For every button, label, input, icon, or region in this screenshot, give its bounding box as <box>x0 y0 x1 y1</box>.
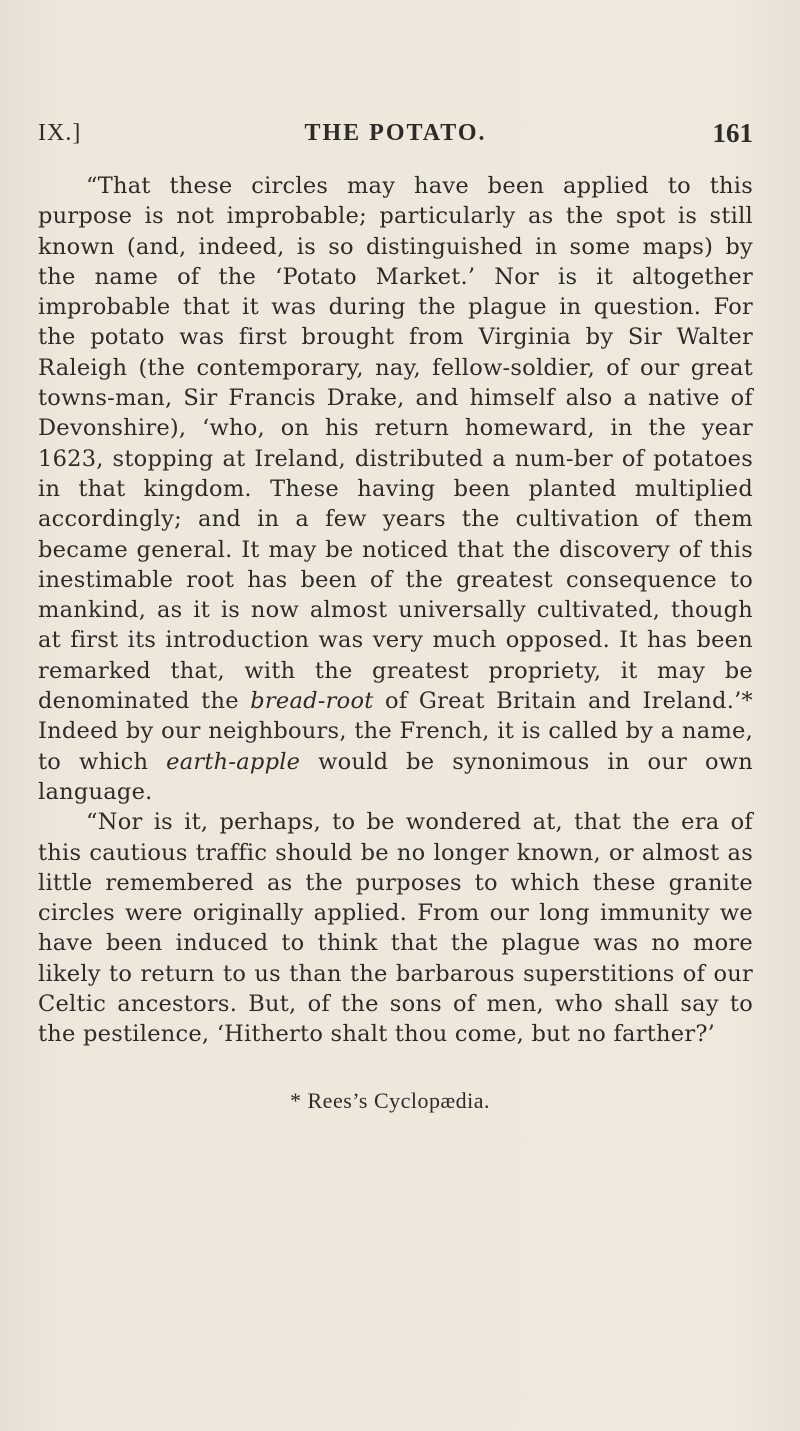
italic-bread-root: bread-root <box>250 688 374 715</box>
paragraph-1-text-a: “That these circles may have been applied to this purpose is not improbable; particularly as the spot is still known (and, indeed, is so distinguished in some maps) by the name of the ‘Potato Market.’ Nor is it altogether improbable that it was during the plague in question. For the potato was first brought from Virginia by Sir Walter Raleigh (the contemporary, nay, fellow-soldier, of our great towns-man, Sir Francis Drake, and himself also a native of Devonshire), ‘who, on his return homeward, in the year 1623, stopping at Ireland, distributed a num-ber of potatoes in that kingdom. These having been planted multiplied accordingly; and in a few years the cultivation of them became general. It may be noticed that the discovery of this inestimable root has been of the greatest consequence to mankind, as it is now almost universally cultivated, though at first its introduction was very much opposed. It has been remarked that, with the greatest propriety, it may be denominated the <box>38 173 753 715</box>
paragraph-1-text-c: would be synonimous in our own language. <box>38 748 753 805</box>
paragraph-1 <box>38 171 753 807</box>
body-text <box>38 171 753 1050</box>
page-number: 161 <box>712 118 753 148</box>
paragraph-1-text-b: of Great Britain and Ireland.’* Indeed by our neighbours, the French, it is called by a name, to which <box>38 688 753 775</box>
footnote: * Rees’s Cyclopædia. <box>290 1088 491 1113</box>
italic-earth-apple: earth-apple <box>166 748 301 775</box>
paragraph-2 <box>38 807 753 1049</box>
chapter-marker: IX.] <box>38 120 82 146</box>
paragraph-2-text: “Nor is it, perhaps, to be wondered at, that the era of this cautious traffic should be no longer known, or almost as little remembered as the purposes to which these granite circles were originally applied. From our long immunity we have been induced to think that the plague was no more likely to return to us than the barbarous superstitions of our Celtic ancestors. But, of the sons of men, who shall say to the pestilence, ‘Hitherto shalt thou come, but no farther?’ <box>38 809 753 1048</box>
running-title: THE POTATO. <box>304 120 487 146</box>
page-header <box>38 120 753 156</box>
